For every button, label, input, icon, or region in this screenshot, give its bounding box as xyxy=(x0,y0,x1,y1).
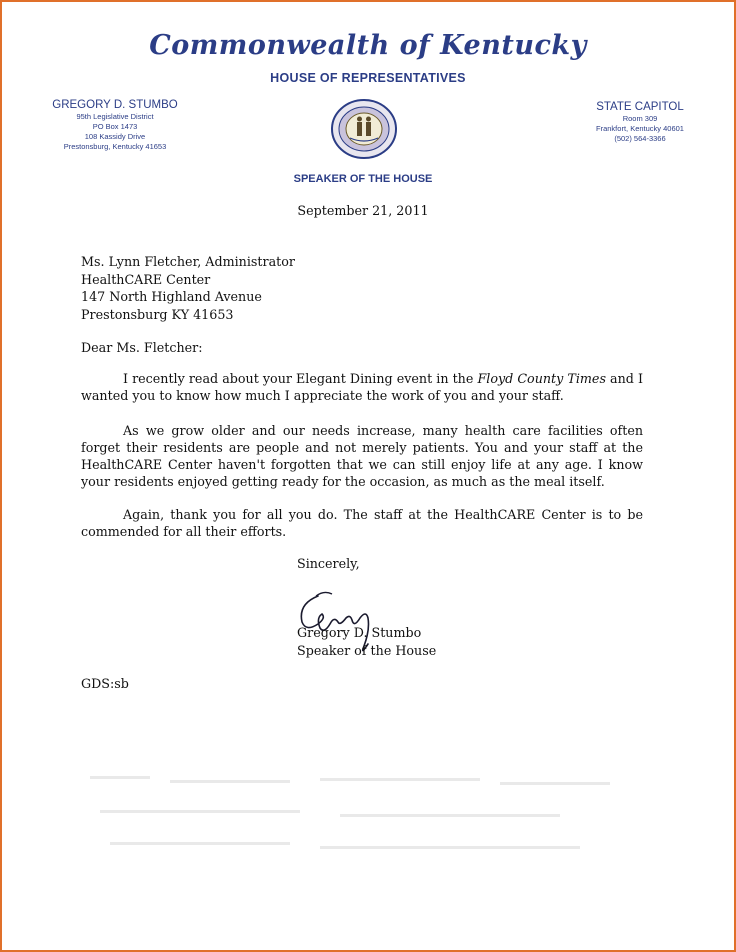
recipient-address xyxy=(81,253,295,323)
capitol-address-block xyxy=(565,100,715,144)
recipient-line: HealthCARE Center xyxy=(81,271,211,287)
room-line: Room 309 xyxy=(622,114,658,123)
signer-name: Gregory D. Stumbo xyxy=(297,625,422,640)
district-line: 95th Legislative District xyxy=(76,112,154,121)
paragraph-1 xyxy=(81,370,643,404)
district-address-block xyxy=(30,98,200,152)
bleed-through-texture xyxy=(80,770,640,860)
capitol-label: STATE CAPITOL xyxy=(596,101,684,113)
salutation: Dear Ms. Fletcher: xyxy=(81,340,203,355)
newspaper-name: Floyd County Times xyxy=(477,371,606,386)
letterhead-title: Commonwealth of Kentucky xyxy=(149,30,587,61)
letterhead-subtitle: HOUSE OF REPRESENTATIVES xyxy=(270,71,466,85)
paragraph-1-text: and I wanted you to know how much I appreciate the work of you and your staff. xyxy=(81,371,644,403)
po-box-line: PO Box 1473 xyxy=(92,122,138,131)
recipient-line: Prestonsburg KY 41653 xyxy=(81,306,234,322)
closing: Sincerely, xyxy=(297,556,360,571)
recipient-line: Ms. Lynn Fletcher, Administrator xyxy=(81,254,295,269)
representative-name: GREGORY D. STUMBO xyxy=(52,99,178,111)
signer-title: Speaker of the House xyxy=(297,643,437,658)
street-line: 108 Kassidy Drive xyxy=(84,132,146,141)
paragraph-1-text: I recently read about your Elegant Dining event in the xyxy=(123,371,478,386)
city-line: Prestonsburg, Kentucky 41653 xyxy=(63,142,167,151)
paragraph-3: Again, thank you for all you do. The staff at the HealthCARE Center is to be commended for all their efforts. xyxy=(81,507,643,539)
house-seal-icon xyxy=(330,98,398,160)
paragraph-2: As we grow older and our needs increase, many health care facilities often forget their residents are people and not merely patients. You and your staff at the HealthCARE Center haven't forgotten that we can still enjoy life at any age. I know your residents enjoyed getting ready for the occasion, as much as the meal itself. xyxy=(81,423,643,489)
reference-initials: GDS:sb xyxy=(81,676,129,691)
capitol-city-line: Frankfort, Kentucky 40601 xyxy=(596,124,684,133)
signature-block xyxy=(297,624,436,660)
letter-date: September 21, 2011 xyxy=(297,203,429,218)
office-title: SPEAKER OF THE HOUSE xyxy=(293,173,433,185)
recipient-line: 147 North Highland Avenue xyxy=(81,289,262,304)
phone-line: (502) 564-3366 xyxy=(614,134,666,143)
